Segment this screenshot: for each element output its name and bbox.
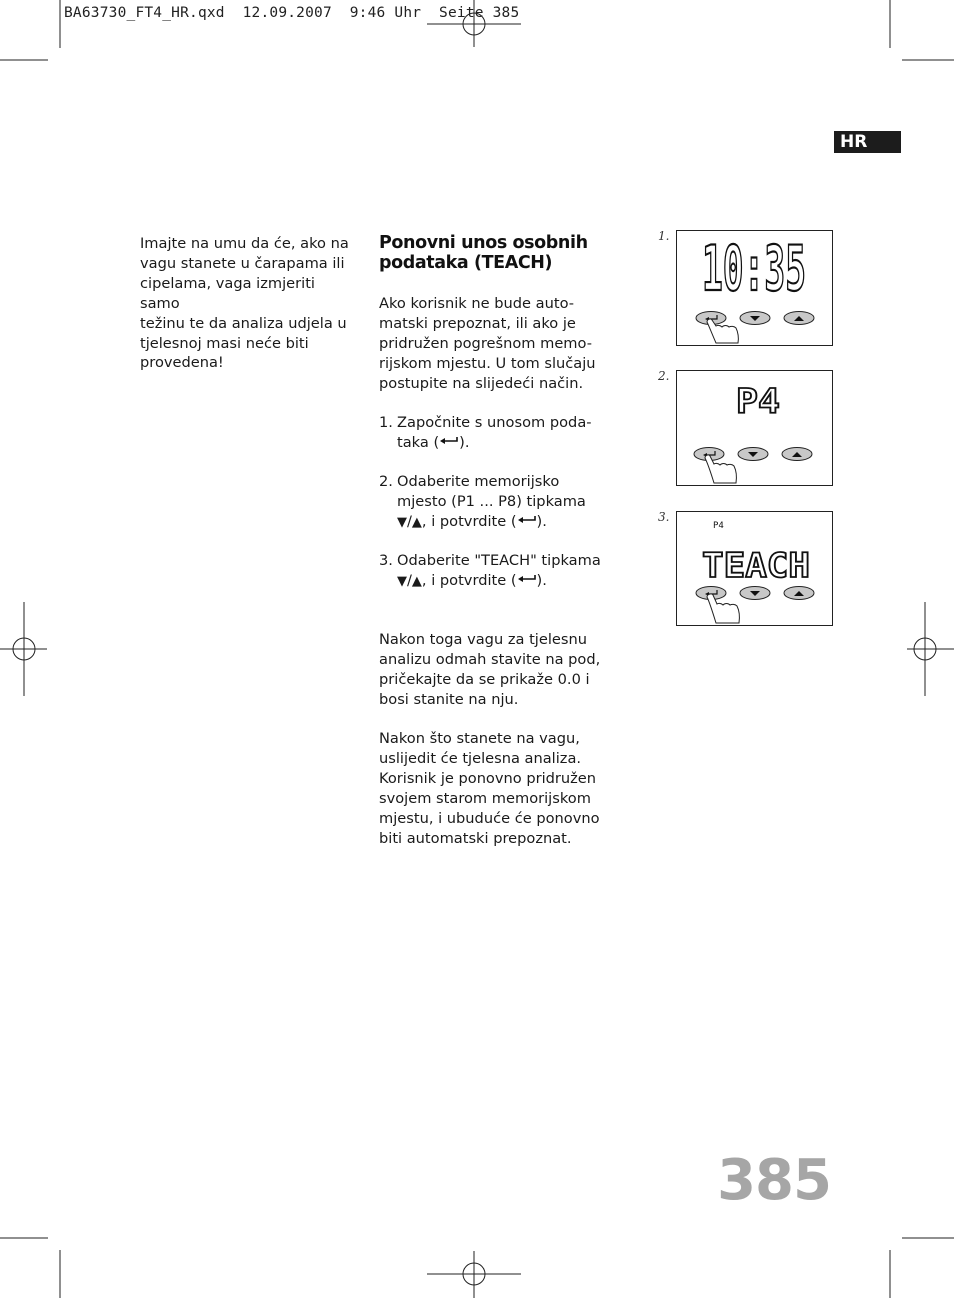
step-text: taka ( [397, 433, 440, 451]
section-title: Ponovni unos osobnih podataka (TEACH) [379, 233, 588, 273]
print-file-header: BA63730_FT4_HR.qxd 12.09.2007 9:46 Uhr Seite 385 [64, 5, 520, 21]
step-number: 2. [379, 473, 393, 490]
scale-display-figure-3 [676, 511, 833, 626]
up-arrow-icon: ▲ [411, 514, 422, 530]
display-small-slot: P4 [713, 521, 724, 531]
step-2 [379, 472, 604, 533]
down-button-icon [740, 587, 770, 600]
step-1 [379, 413, 604, 453]
step-text: ). [459, 433, 470, 451]
figure-label-1: 1. [658, 229, 670, 243]
up-button-icon [784, 587, 814, 600]
display-time: 10:35 [702, 232, 806, 305]
enter-key-icon [517, 574, 537, 584]
step-text: mjesto (P1 ... P8) tipkama [397, 492, 586, 510]
step-text: Započnite s unosom poda- [397, 414, 592, 431]
step-3 [379, 551, 604, 592]
language-badge: HR [834, 131, 901, 153]
figure-label-2: 2. [658, 369, 670, 383]
scale-display-figure-1 [676, 230, 833, 346]
display-memory-slot: P4 [736, 382, 780, 422]
step-text: , i potvrdite ( [421, 571, 517, 589]
step-text: Odaberite memorijsko [397, 473, 560, 490]
step-text: , i potvrdite ( [421, 512, 517, 530]
down-button-icon [738, 448, 768, 461]
note-paragraph: Imajte na umu da će, ako na vagu stanete u čarapama ili cipelama, vaga izmjeriti samo težinu te da analiza udjela u tjelesnoj masi neće biti provedena! [140, 235, 349, 372]
step-text: Odaberite "TEACH" tipkama [397, 552, 601, 569]
display-teach: TEACH [702, 546, 810, 586]
enter-key-icon [439, 436, 459, 446]
scale-display-figure-2 [676, 370, 833, 486]
figure-label-3: 3. [658, 510, 670, 524]
up-button-icon [784, 312, 814, 325]
down-arrow-icon: ▼ [397, 573, 407, 589]
page-number: 385 [717, 1148, 831, 1213]
closing-paragraph: Nakon što stanete na vagu, uslijedit će tjelesna analiza. Korisnik je ponovno pridružen svojem starom memorijskom mjestu, i ubuduće će ponovno biti automatski prepoznat. [379, 730, 600, 847]
up-arrow-icon: ▲ [411, 573, 422, 589]
down-button-icon [740, 312, 770, 325]
step-number: 1. [379, 414, 393, 431]
intro-paragraph: Ako korisnik ne bude auto- matski prepoznat, ili ako je pridružen pogrešnom memo- rijskom mjestu. U tom slučaju postupite na slijedeći način. [379, 295, 596, 392]
slash: / [407, 512, 412, 530]
slash: / [407, 571, 412, 589]
enter-key-icon [517, 515, 537, 525]
step-text: ). [536, 512, 547, 530]
step-number: 3. [379, 552, 393, 569]
down-arrow-icon: ▼ [397, 514, 407, 530]
step-text: ). [536, 571, 547, 589]
up-button-icon [782, 448, 812, 461]
after-steps-paragraph: Nakon toga vagu za tjelesnu analizu odmah stavite na pod, pričekajte da se prikaže 0.0 i bosi stanite na nju. [379, 631, 601, 708]
